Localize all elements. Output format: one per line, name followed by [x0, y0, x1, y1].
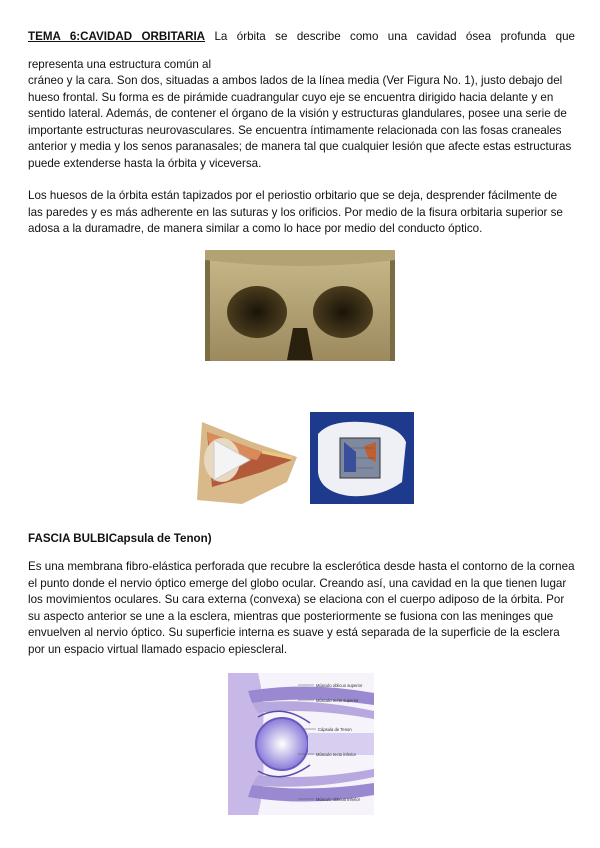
orbit-walls-diagram [310, 412, 414, 504]
label-oblicuo-superior: Músculo oblicuo superior [316, 683, 363, 688]
periostium-paragraph: Los huesos de la órbita están tapizados por el periostio orbitario que se deja, desprender fácilmente de las paredes y es más adherente en las suturas y los orificios. Por medio de la fisura orbitaria superior se adosa a la duramadre, de manera similar a como lo hace por medio del conducto óptico. [28, 189, 563, 235]
label-oblicuo-inferior: Músculo oblicuo inferior [316, 797, 360, 802]
skull-photo [205, 250, 395, 361]
orbit-muscles-illustration [192, 412, 304, 507]
intro-lead: La órbita se describe como una cavidad ósea profunda que [205, 30, 575, 43]
label-recto-superior: Músculo recto superior [316, 698, 359, 703]
intro-first-line [28, 29, 575, 46]
fascia-heading: FASCIA BULBICapsula de Tenon) [28, 532, 212, 545]
label-recto-inferior: Músculo recto inferior [316, 752, 357, 757]
intro-body: cráneo y la cara. Son dos, situadas a ambos lados de la línea media (Ver Figura No. 1), justo debajo del hueso frontal. Su forma es de pirámide cuadrangular cuyo eje se encuentra dirigido hacia delante y en sentido lateral. Además, de contener el órgano de la visión y estructuras glandulares, posee una serie de importante estructuras neurovasculares. Se encuentra íntimamente relacionada con las fosas craneales anterior y media y los senos paranasales; de manera tal que cualquier lesión que afecte estas estructuras puede extenderse hasta la órbita y viceversa. [28, 74, 572, 170]
fascia-paragraph: Es una membrana fibro-elástica perforada que recubre la esclerótica desde hasta el contorno de la cornea el punto donde el nervio óptico emerge del globo ocular. Creando así, una cavidad en la que tienen lugar los movimientos oculares. Su cara externa (convexa) se elaciona con el cuerpo adiposo de la órbita. Por su aspecto anterior se une a la esclera, mientras que posteriormente se fusiona con las meninges que envuelven al nervio óptico. Su superficie interna es suave y está separada de la superficie de la esclera por un espacio virtual llamado espacio epiescleral. [28, 560, 575, 656]
tenon-capsule-diagram [228, 673, 374, 815]
intro-second-line: representa una estructura común al [28, 58, 212, 71]
section-title: TEMA 6:CAVIDAD ORBITARIA [28, 30, 206, 43]
label-capsula-tenon: Cápsula de Tenon [318, 727, 352, 732]
